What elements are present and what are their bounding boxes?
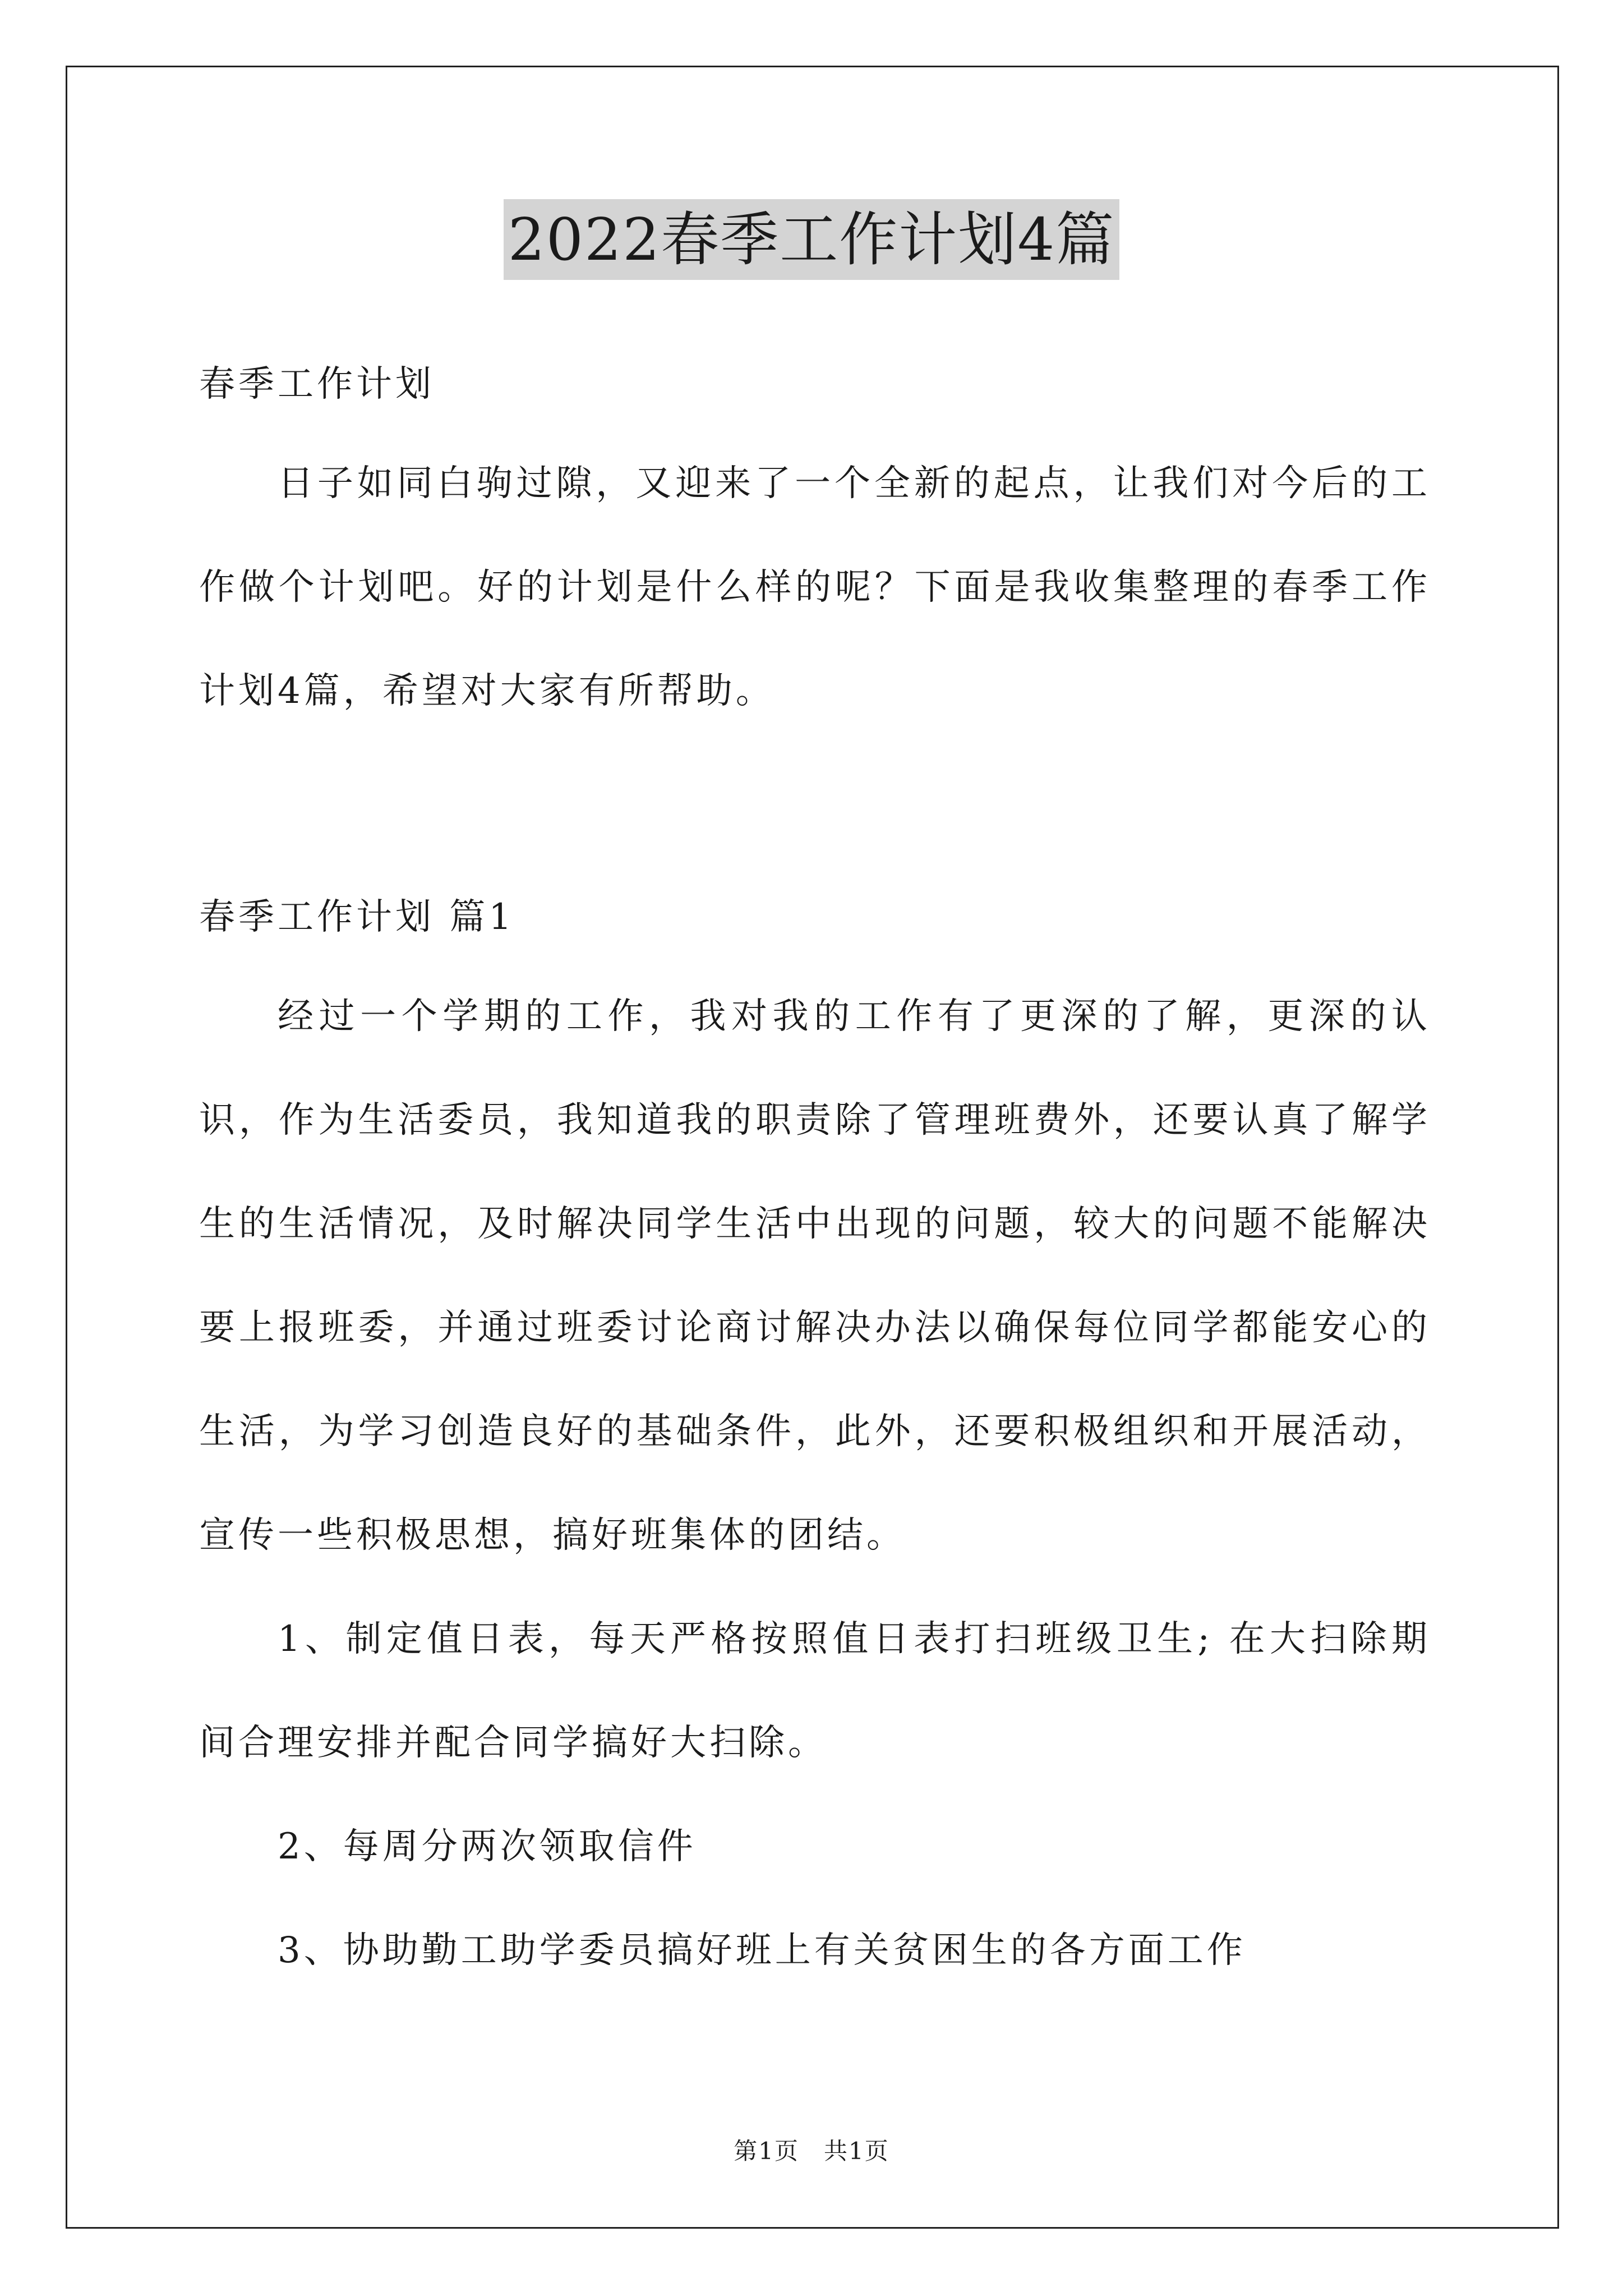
document-title: 2022春季工作计划4篇 [504,199,1120,280]
intro-heading-block [199,359,1431,409]
title-container [0,199,1623,280]
section1-heading-block [199,892,1431,942]
section1-paragraph: 经过一个学期的工作，我对我的工作有了更深的了解，更深的认识，作为生活委员，我知道我的职责除了管理班费外，还要认真了解学生的生活情况，及时解决同学生活中出现的问题，较大的问题不能解决要上报班委，并通过班委讨论商讨解决办法以确保每位同学都能安心的生活，为学习创造良好的基础条件，此外，还要积极组织和开展活动，宣传一些积极思想，搞好班集体的团结。 [199,996,1431,1556]
section1-heading: 春季工作计划 篇1 [199,896,515,938]
intro-section [199,432,1431,743]
page-footer [0,2134,1623,2168]
intro-paragraph: 日子如同白驹过隙，又迎来了一个全新的起点，让我们对今后的工作做个计划吧。好的计划是什么样的呢？下面是我收集整理的春季工作计划4篇，希望对大家有所帮助。 [199,463,1431,712]
section1-paragraph: 2、每周分两次领取信件 [278,1826,697,1867]
page-number-text: 第1页 共1页 [734,2137,889,2165]
section1-paragraph: 3、协助勤工助学委员搞好班上有关贫困生的各方面工作 [278,1930,1246,1971]
section1-body [199,965,1431,2003]
section1-paragraph: 1、制定值日表，每天严格按照值日表打扫班级卫生; 在大扫除期间合理安排并配合同学搞好大扫除。 [199,1618,1431,1764]
intro-heading: 春季工作计划 [199,364,435,405]
